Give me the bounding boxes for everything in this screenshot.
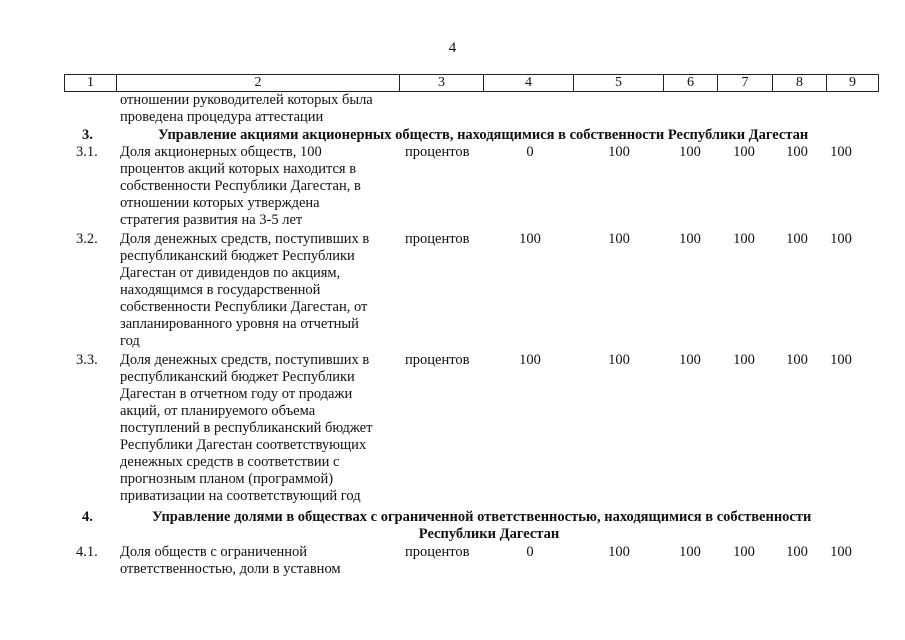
- row-text-line: Доля обществ с ограниченной: [120, 544, 308, 560]
- row-text-line: Доля денежных средств, поступивших в: [120, 352, 370, 368]
- row-text-line: стратегия развития на 3-5 лет: [120, 212, 303, 228]
- row-number: 4.1.: [76, 544, 98, 560]
- section-title-line: Управление долями в обществах с ограниченной ответственностью, находящимися в собственности: [152, 509, 812, 525]
- header-col-1: 1: [65, 75, 117, 91]
- row-text-line: год: [120, 333, 140, 349]
- row-text-line: ответственностью, доли в уставном: [120, 561, 341, 577]
- value-col-9: 100: [830, 352, 852, 368]
- row-text-line: республиканский бюджет Республики: [120, 248, 355, 264]
- section-title: Управление акциями акционерных обществ, находящимися в собственности Республики Дагестан: [158, 127, 809, 143]
- header-col-4: 4: [484, 75, 574, 91]
- row-text-line: находящимся в государственной: [120, 282, 321, 298]
- value-col-6: 100: [679, 544, 701, 560]
- value-col-7: 100: [733, 144, 755, 160]
- header-col-6: 6: [664, 75, 718, 91]
- value-col-8: 100: [786, 352, 808, 368]
- row-text-line: отношении которых утверждена: [120, 195, 320, 211]
- header-col-5: 5: [574, 75, 664, 91]
- row-text-line: собственности Республики Дагестан, в: [120, 178, 361, 194]
- value-col-5: 100: [608, 352, 630, 368]
- row-text-line: акций, от планируемого объема: [120, 403, 316, 419]
- row-text-line: поступлений в республиканский бюджет: [120, 420, 373, 436]
- row-number: 3.3.: [76, 352, 98, 368]
- value-col-4: 0: [526, 144, 534, 160]
- value-col-7: 100: [733, 352, 755, 368]
- value-col-5: 100: [608, 144, 630, 160]
- table-header-row: [64, 74, 879, 92]
- value-col-9: 100: [830, 144, 852, 160]
- header-col-2: 2: [117, 75, 400, 91]
- value-col-4: 100: [519, 231, 541, 247]
- row-text-line: собственности Республики Дагестан, от: [120, 299, 368, 315]
- value-col-8: 100: [786, 231, 808, 247]
- row-number: 3.2.: [76, 231, 98, 247]
- row-text-line: республиканский бюджет Республики: [120, 369, 355, 385]
- row-text-line: процентов акций которых находится в: [120, 161, 357, 177]
- value-col-4: 0: [526, 544, 534, 560]
- value-col-6: 100: [679, 144, 701, 160]
- row-text-line: Доля акционерных обществ, 100: [120, 144, 322, 160]
- value-col-5: 100: [608, 231, 630, 247]
- row-text-line: прогнозным планом (программой): [120, 471, 334, 487]
- row-text-line: Доля денежных средств, поступивших в: [120, 231, 370, 247]
- value-col-6: 100: [679, 352, 701, 368]
- row-unit: процентов: [405, 352, 470, 368]
- header-col-3: 3: [400, 75, 484, 91]
- row-number: 3.1.: [76, 144, 98, 160]
- section-number: 4.: [82, 509, 93, 525]
- header-col-7: 7: [718, 75, 773, 91]
- value-col-6: 100: [679, 231, 701, 247]
- continuation-line: проведена процедура аттестации: [120, 109, 324, 125]
- continuation-line: отношении руководителей которых была: [120, 92, 373, 108]
- value-col-7: 100: [733, 544, 755, 560]
- row-text-line: денежных средств в соответствии с: [120, 454, 340, 470]
- value-col-9: 100: [830, 544, 852, 560]
- header-col-9: 9: [827, 75, 879, 91]
- header-col-8: 8: [773, 75, 827, 91]
- section-title-line: Республики Дагестан: [418, 526, 560, 542]
- page-number: 4: [448, 40, 457, 56]
- section-number: 3.: [82, 127, 93, 143]
- row-text-line: Республики Дагестан соответствующих: [120, 437, 367, 453]
- row-text-line: приватизации на соответствующий год: [120, 488, 361, 504]
- row-text-line: Дагестан от дивидендов по акциям,: [120, 265, 341, 281]
- row-unit: процентов: [405, 144, 470, 160]
- row-text-line: Дагестан в отчетном году от продажи: [120, 386, 353, 402]
- row-unit: процентов: [405, 544, 470, 560]
- value-col-5: 100: [608, 544, 630, 560]
- value-col-8: 100: [786, 144, 808, 160]
- value-col-7: 100: [733, 231, 755, 247]
- value-col-8: 100: [786, 544, 808, 560]
- value-col-9: 100: [830, 231, 852, 247]
- value-col-4: 100: [519, 352, 541, 368]
- row-text-line: запланированного уровня на отчетный: [120, 316, 359, 332]
- row-unit: процентов: [405, 231, 470, 247]
